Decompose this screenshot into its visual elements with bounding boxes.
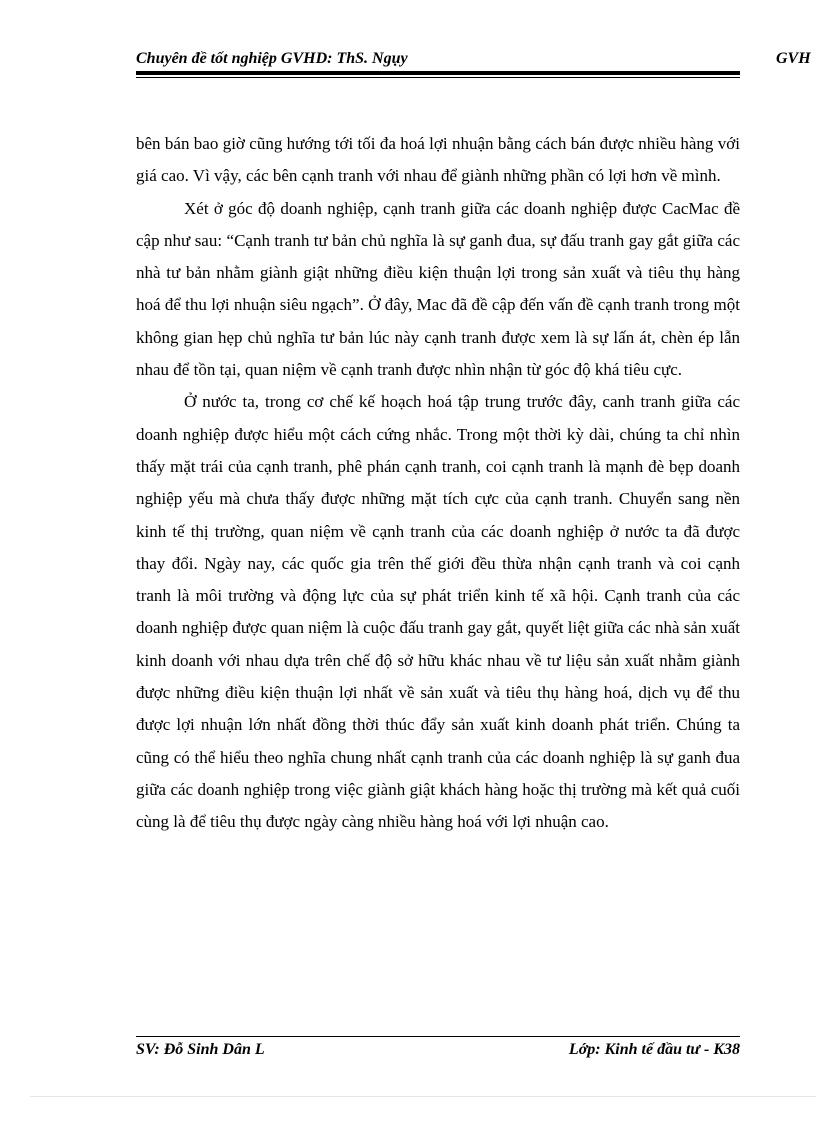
footer-right-text: Lớp: Kinh tế đầu tư - K38 xyxy=(568,1041,740,1058)
paragraph-1: bên bán bao giờ cũng hướng tới tối đa hoá lợi nhuận bằng cách bán được nhiều hàng với giá cao. Vì vậy, các bên cạnh tranh với nhau để giành những phần có lợi hơn về mình. xyxy=(136,134,740,186)
paragraph-3: Ở nước ta, trong cơ chế kế hoạch hoá tập trung trước đây, canh tranh giữa các doanh nghiệp được hiểu một cách cứng nhắc. Trong một thời kỳ dài, chúng ta chỉ nhìn thấy mặt trái của cạnh tranh, phê phán cạnh tranh, coi cạnh tranh là mạnh đè bẹp doanh nghiệp yếu mà chưa thấy được những mặt tích cực của cạnh tranh. Chuyển sang nền kinh tế thị trường, quan niệm về cạnh tranh của các doanh nghiệp ở nước ta đã được thay đổi. Ngày nay, các quốc gia trên thế giới đều thừa nhận cạnh tranh và coi cạnh tranh là môi trường và động lực của sự phát triển kinh tế xã hội. Cạnh tranh của các doanh nghiệp được quan niệm là cuộc đấu tranh gay gắt, quyết liệt giữa các nhà sản xuất kinh doanh với nhau dựa trên chế độ sở hữu khác nhau về tư liệu sản xuất nhằm giành được những điều kiện thuận lợi nhất về sản xuất và tiêu thụ hàng hoá, dịch vụ để thu được lợi nhuận lớn nhất đồng thời thúc đẩy sản xuất kinh doanh phát triển. Chúng ta cũng có thể hiểu theo nghĩa chung nhất cạnh tranh của các doanh nghiệp là sự ganh đua giữa các doanh nghiệp trong việc giành giật khách hàng hoặc thị trường mà kết quả cuối cùng là để tiêu thụ được ngày càng nhiều hàng hoá với lợi nhuận cao. xyxy=(136,392,740,832)
page-header xyxy=(136,48,816,72)
header-right-text: GVH xyxy=(776,50,811,67)
paragraph-2: Xét ở góc độ doanh nghiệp, cạnh tranh giữa các doanh nghiệp được CacMac đề cập như sau: “Cạnh tranh tư bản chủ nghĩa là sự ganh đua, sự đấu tranh gay gắt giữa các nhà tư bản nhằm giành giật những điều kiện thuận lợi trong sản xuất và tiêu thụ hàng hoá để thu lợi nhuận siêu ngạch”. Ở đây, Mac đã đề cập đến vấn đề cạnh tranh trong một không gian hẹp chủ nghĩa tư bản lúc này cạnh tranh được xem là sự lấn át, chèn ép lẫn nhau để tồn tại, quan niệm về cạnh tranh được nhìn nhận từ góc độ khá tiêu cực. xyxy=(136,198,740,380)
header-left-text: Chuyên đề tốt nghiệp GVHD: ThS. Ngụy xyxy=(136,50,408,67)
document-body xyxy=(136,128,740,839)
page-footer xyxy=(136,1041,740,1063)
footer-rule xyxy=(136,1036,740,1037)
header-rule-thick xyxy=(136,71,740,75)
header-rule-thin xyxy=(136,77,740,78)
footer-left-text: SV: Đỗ Sinh Dân L xyxy=(136,1041,265,1058)
page-bottom-divider xyxy=(30,1096,816,1097)
